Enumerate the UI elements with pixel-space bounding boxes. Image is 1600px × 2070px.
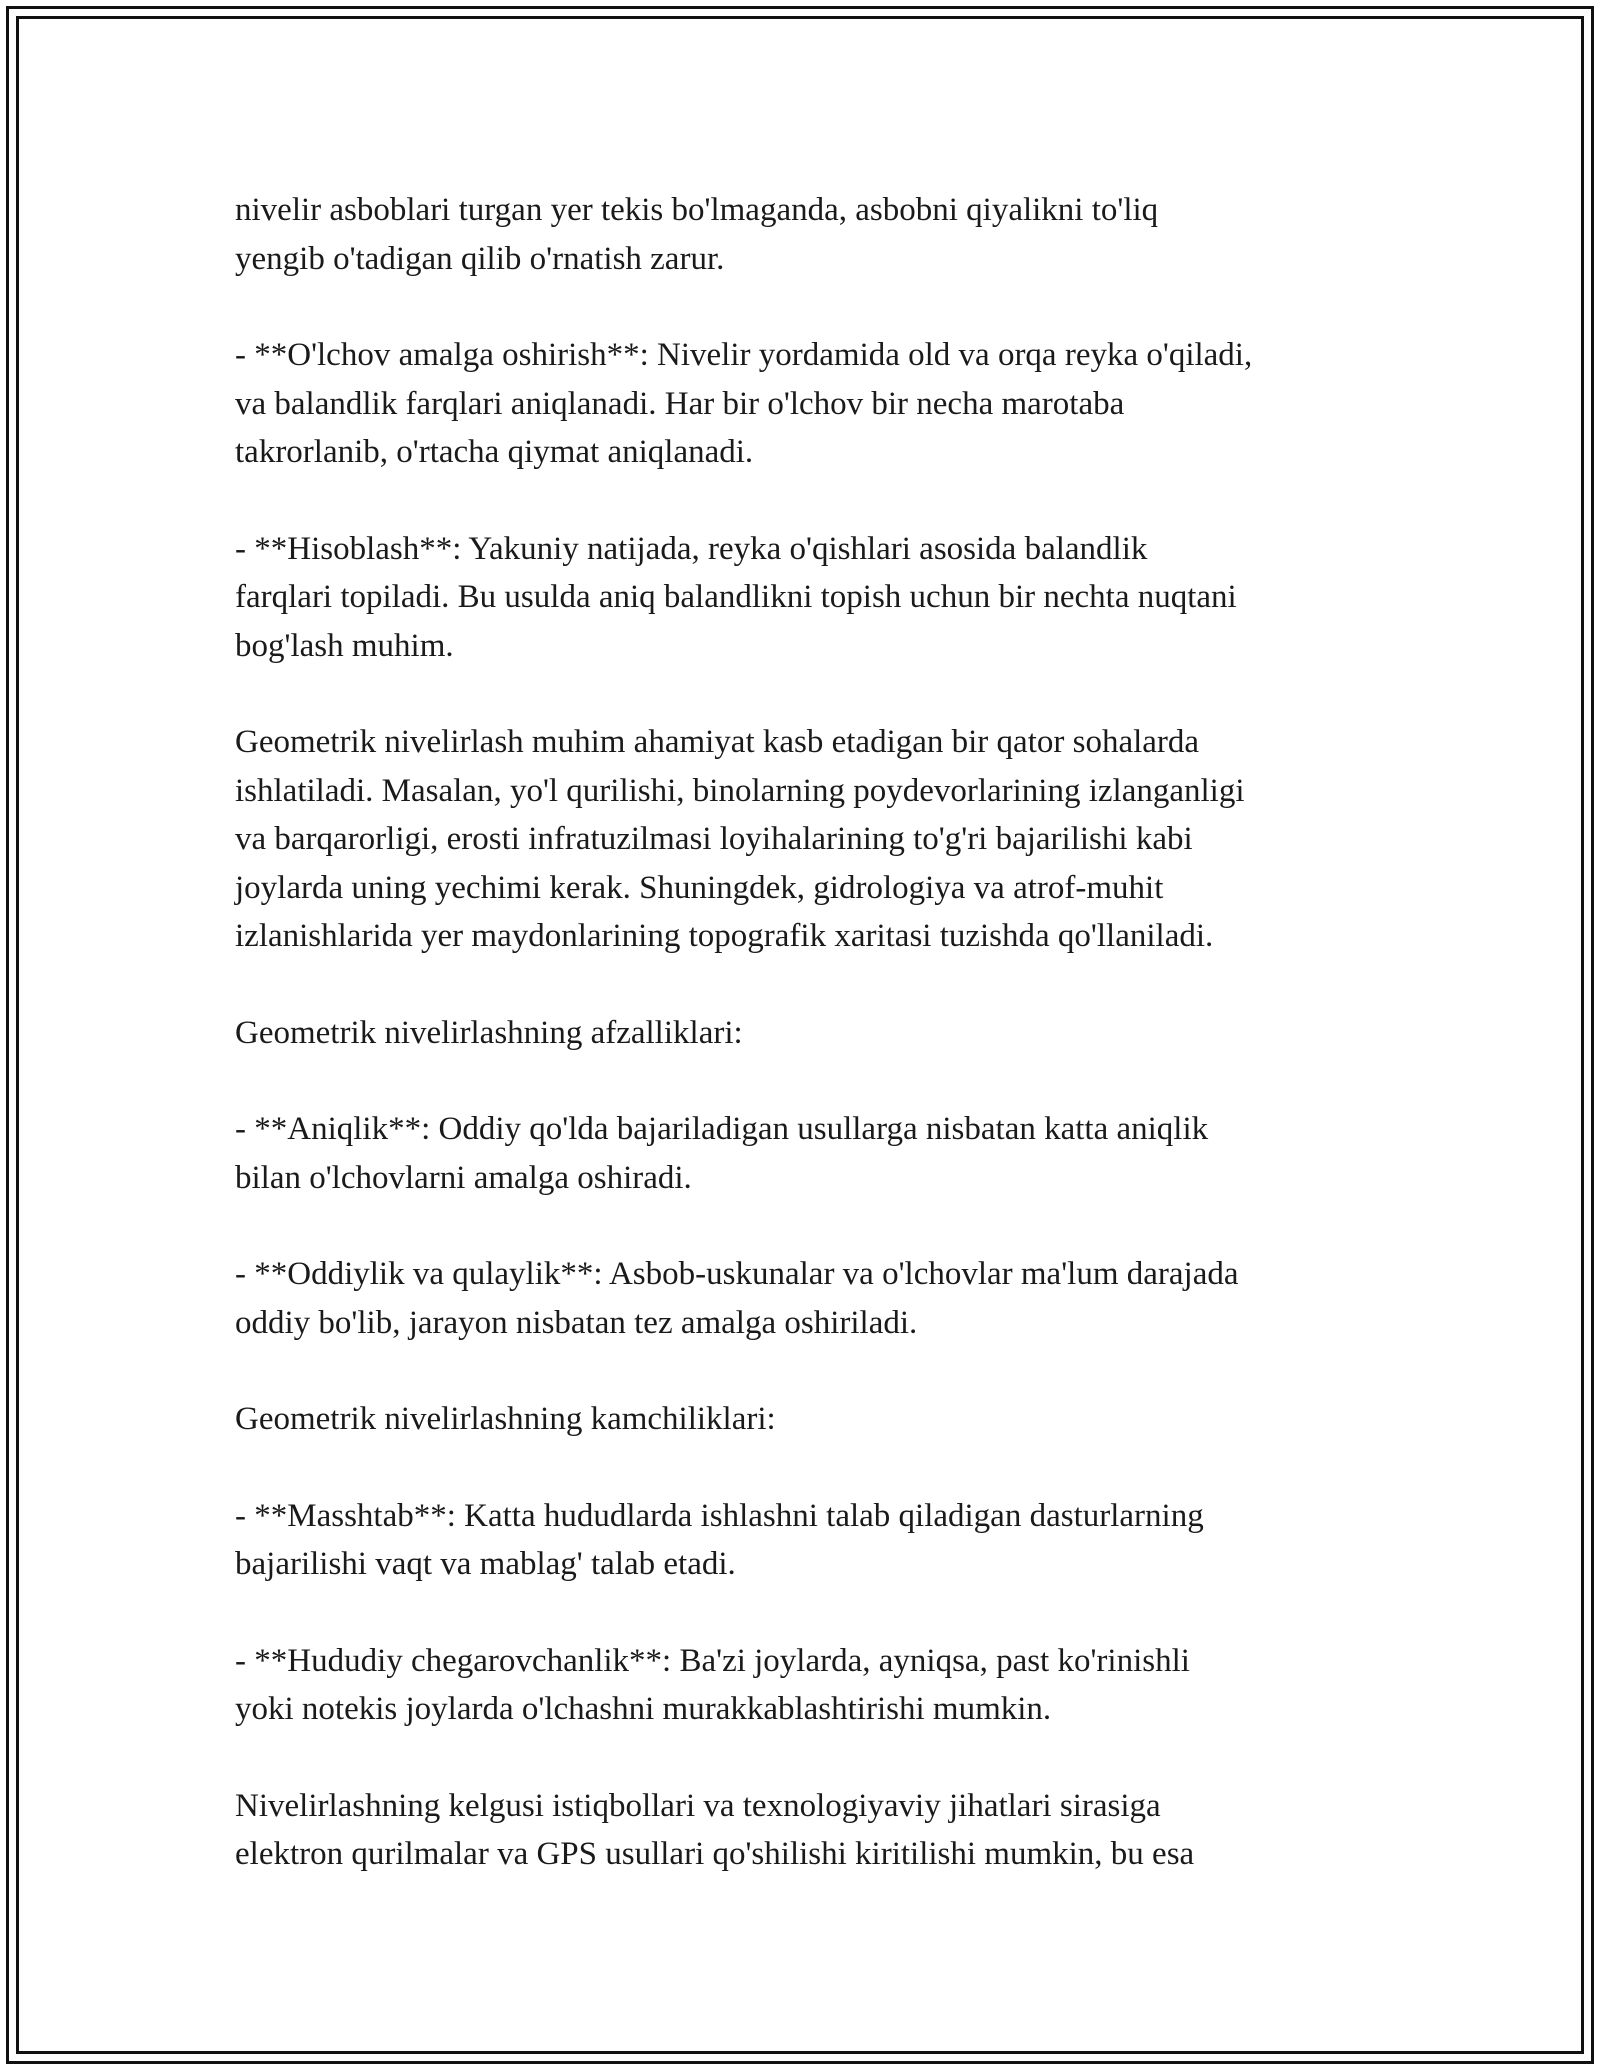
text-line: - **Hududiy chegarovchanlik**: Ba'zi joylarda, ayniqsa, past ko'rinishli (235, 1642, 1190, 1679)
list-item-calculation (235, 525, 1385, 671)
heading-disadvantages (235, 1395, 1385, 1444)
text-line: Geometrik nivelirlash muhim ahamiyat kasb etadigan bir qator sohalarda (235, 724, 1200, 760)
list-item-regional-limits (235, 1637, 1385, 1734)
paragraph-applications (235, 718, 1385, 961)
list-item-measurement (235, 331, 1385, 477)
text-line: ishlatiladi. Masalan, yo'l qurilishi, binolarning poydevorlarining izlanganligi (235, 772, 1245, 809)
text-line: farqlari topiladi. Bu usulda aniq balandlikni topish uchun bir nechta nuqtani (235, 579, 1237, 615)
text-line: Geometrik nivelirlashning afzalliklari: (235, 1014, 743, 1051)
text-line: Nivelirlashning kelgusi istiqbollari va texnologiyaviy jihatlari sirasiga (235, 1787, 1161, 1824)
text-line: izlanishlarida yer maydonlarining topografik xaritasi tuzishda qo'llaniladi. (235, 918, 1214, 954)
text-line: bog'lash muhim. (235, 627, 454, 664)
text-line: yoki notekis joylarda o'lchashni murakkablashtirishi mumkin. (235, 1691, 1052, 1727)
text-line: - **Aniqlik**: Oddiy qo'lda bajariladigan usullarga nisbatan katta aniqlik (235, 1111, 1209, 1147)
text-line: - **Hisoblash**: Yakuniy natijada, reyka o'qishlari asosida balandlik (235, 530, 1148, 567)
list-item-accuracy (235, 1105, 1385, 1202)
heading-advantages (235, 1009, 1385, 1058)
text-line: va barqarorligi, erosti infratuzilmasi loyihalarining to'g'ri bajarilishi kabi (235, 821, 1193, 857)
paragraph-future-prospects (235, 1782, 1385, 1879)
text-line: - **O'lchov amalga oshirish**: Nivelir yordamida old va orqa reyka o'qiladi, (235, 337, 1253, 373)
text-line: joylarda uning yechimi kerak. Shuningdek, gidrologiya va atrof-muhit (235, 869, 1164, 906)
text-line: - **Oddiylik va qulaylik**: Asbob-uskunalar va o'lchovlar ma'lum darajada (235, 1256, 1239, 1292)
text-line: elektron qurilmalar va GPS usullari qo'shilishi kiritilishi mumkin, bu esa (235, 1836, 1195, 1872)
list-item-scale (235, 1492, 1385, 1589)
paragraph-instrument-setup (235, 186, 1385, 283)
text-line: takrorlanib, o'rtacha qiymat aniqlanadi. (235, 434, 754, 470)
text-line: oddiy bo'lib, jarayon nisbatan tez amalga oshiriladi. (235, 1304, 918, 1341)
document-body (235, 186, 1385, 1927)
list-item-simplicity (235, 1250, 1385, 1347)
text-line: bilan o'lchovlarni amalga oshiradi. (235, 1159, 692, 1196)
text-line: bajarilishi vaqt va mablag' talab etadi. (235, 1546, 736, 1582)
text-line: va balandlik farqlari aniqlanadi. Har bir o'lchov bir necha marotaba (235, 385, 1125, 422)
text-line: Geometrik nivelirlashning kamchiliklari: (235, 1401, 776, 1437)
text-line: yengib o'tadigan qilib o'rnatish zarur. (235, 240, 725, 277)
text-line: - **Masshtab**: Katta hududlarda ishlashni talab qiladigan dasturlarning (235, 1497, 1204, 1534)
text-line: nivelir asboblari turgan yer tekis bo'lmaganda, asbobni qiyalikni to'liq (235, 192, 1159, 228)
